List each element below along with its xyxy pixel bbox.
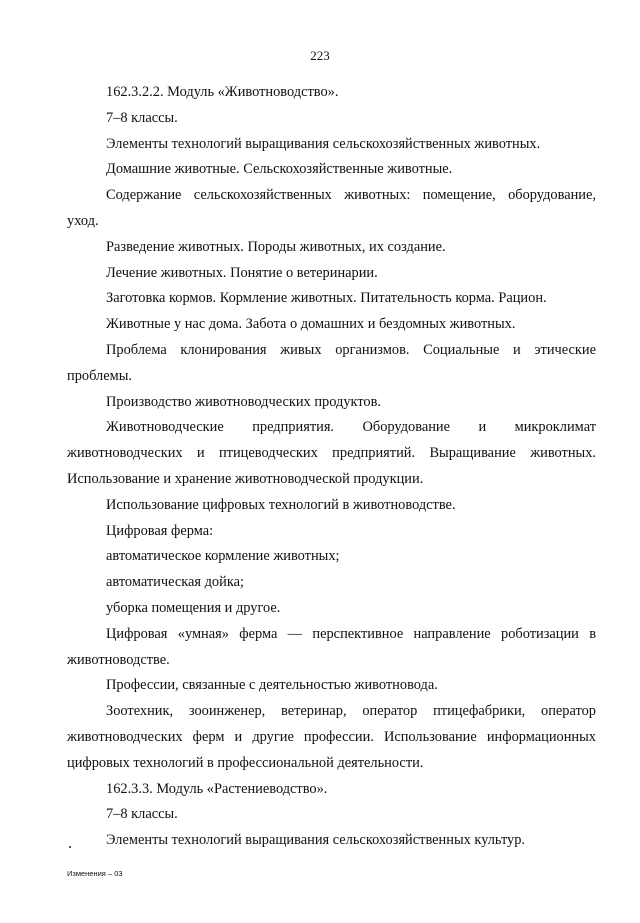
document-body — [67, 80, 596, 854]
scan-mark — [69, 846, 71, 848]
grade-range: 7–8 классы. — [106, 109, 178, 126]
body-paragraph: Домашние животные. Сельскохозяйственные животные. — [106, 161, 453, 178]
body-paragraph: Профессии, связанные с деятельностью животновода. — [106, 677, 438, 694]
grade-range: 7–8 классы. — [106, 806, 178, 823]
body-paragraph: Проблема клонирования живых организмов. Социальные и этические проблемы. — [67, 341, 596, 384]
list-intro: Цифровая ферма: — [106, 522, 214, 539]
body-paragraph: Разведение животных. Породы животных, их создание. — [106, 238, 446, 255]
body-paragraph: Содержание сельскохозяйственных животных: помещение, оборудование, уход. — [67, 187, 596, 229]
body-paragraph: Использование цифровых технологий в животноводстве. — [106, 496, 456, 513]
body-paragraph: Животноводческие предприятия. Оборудование и микроклимат животноводческих и птицеводческих предприятий. Выращивание животных. Использование и хранение животноводческой продукции. — [67, 419, 596, 487]
body-paragraph: Элементы технологий выращивания сельскохозяйственных животных. — [106, 135, 541, 152]
body-paragraph: Животные у нас дома. Забота о домашних и бездомных животных. — [106, 316, 516, 333]
module-heading-crop-production: 162.3.3. Модуль «Растениеводство». — [106, 780, 328, 797]
list-item: автоматическая дойка; — [106, 574, 244, 591]
body-paragraph: Заготовка кормов. Кормление животных. Питательность корма. Рацион. — [106, 290, 547, 307]
body-paragraph: Элементы технологий выращивания сельскохозяйственных культур. — [106, 832, 526, 849]
body-paragraph: Зоотехник, зооинженер, ветеринар, оператор птицефабрики, оператор животноводческих ферм и другие профессии. Использование информационных цифровых технологий в профессиональной деятельности. — [67, 703, 596, 771]
revision-footer: Изменения – 03 — [67, 869, 123, 878]
list-item: автоматическое кормление животных; — [106, 548, 340, 565]
body-paragraph: Цифровая «умная» ферма — перспективное направление роботизации в животноводстве. — [67, 625, 596, 668]
module-heading-livestock: 162.3.2.2. Модуль «Животноводство». — [106, 84, 339, 100]
body-paragraph: Лечение животных. Понятие о ветеринарии. — [106, 264, 378, 281]
list-item: уборка помещения и другое. — [106, 599, 281, 616]
page-number: 223 — [310, 48, 330, 63]
body-paragraph: Производство животноводческих продуктов. — [106, 393, 382, 410]
